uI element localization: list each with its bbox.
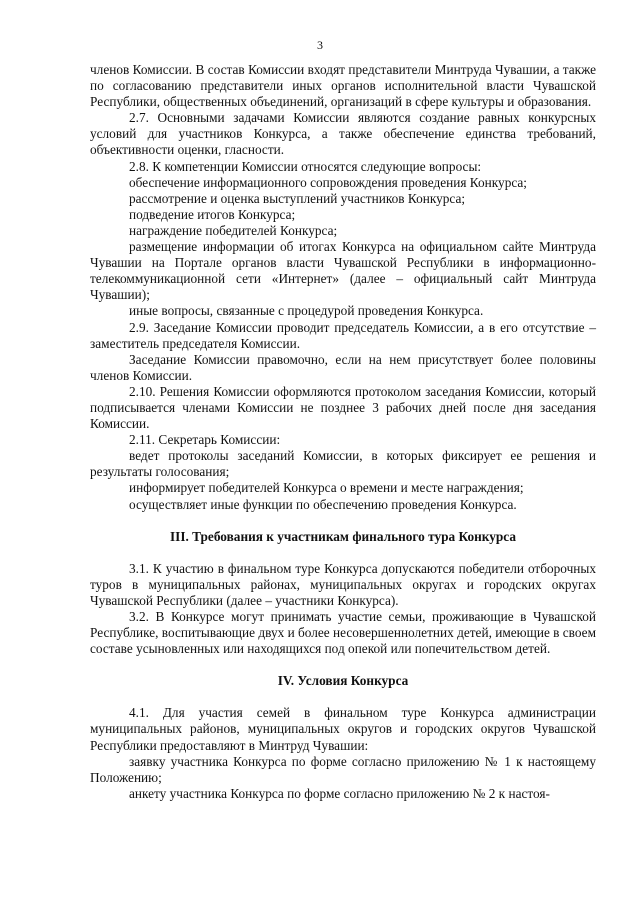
- list-item-questionnaire: анкету участника Конкурса по форме согласно приложению № 2 к настоя-: [129, 785, 550, 801]
- list-item-awarding: награждение победителей Конкурса;: [129, 222, 338, 238]
- paragraph-4-1: 4.1. Для участия семей в финальном туре Конкурса администрации муниципальных районов, муниципальных округов и городских округов Чувашской Республики предоставляют в Минтруд Чувашии:: [90, 705, 596, 753]
- list-item-inform: информирует победителей Конкурса о времени и месте награждения;: [129, 480, 524, 496]
- paragraph-continuation: членов Комиссии. В состав Комиссии входят представители Минтруда Чувашии, а также по согласованию представители иных органов исполнительной власти Чувашской Республики, общественных объединений, организаций в сфере культуры и образования.: [90, 62, 596, 110]
- list-item-publication: размещение информации об итогах Конкурса на официальном сайте Минтруда Чувашии на Портале органов власти Чувашской Республики в информационно-телекоммуникационной сети «Интернет» (далее – официальный сайт Минтруда Чувашии);: [90, 239, 596, 303]
- page-number: 3: [317, 38, 323, 52]
- list-item-evaluation: рассмотрение и оценка выступлений участников Конкурса;: [129, 190, 466, 206]
- paragraph-2-11: 2.11. Секретарь Комиссии:: [129, 432, 281, 448]
- list-item-other: иные вопросы, связанные с процедурой проведения Конкурса.: [129, 303, 484, 319]
- list-item-application: заявку участника Конкурса по форме согласно приложению № 1 к настоящему Положению;: [90, 753, 596, 785]
- document-body: [90, 62, 596, 802]
- paragraph-2-7: 2.7. Основными задачами Комиссии являются создание равных конкурсных условий для участников Конкурса, а также обеспечение единства требований, объективности оценки, гласности.: [90, 110, 596, 158]
- paragraph-3-2: 3.2. В Конкурсе могут принимать участие семьи, проживающие в Чувашской Республике, воспитывающие двух и более несовершеннолетних детей, имеющие в своем составе усыновленных или находящихся под опекой или попечительством детей.: [90, 609, 596, 657]
- list-item-results: подведение итогов Конкурса;: [129, 206, 296, 222]
- list-item-protocols: ведет протоколы заседаний Комиссии, в которых фиксирует ее решения и результаты голосования;: [90, 448, 596, 480]
- list-item-info-support: обеспечение информационного сопровождения проведения Конкурса;: [129, 174, 528, 190]
- paragraph-2-9: 2.9. Заседание Комиссии проводит председатель Комиссии, а в его отсутствие – заместитель председателя Комиссии.: [90, 319, 596, 351]
- section-heading-4: IV. Условия Конкурса: [277, 673, 409, 689]
- list-item-other-functions: осуществляет иные функции по обеспечению проведения Конкурса.: [129, 496, 517, 512]
- paragraph-3-1: 3.1. К участию в финальном туре Конкурса допускаются победители отборочных туров в муниципальных районах, муниципальных округах и городских округах Чувашской Республики (далее – участники Конкурса).: [90, 560, 596, 608]
- paragraph-2-10: 2.10. Решения Комиссии оформляются протоколом заседания Комиссии, который подписывается членами Комиссии не позднее 3 рабочих дней после дня заседания Комиссии.: [90, 383, 596, 432]
- section-heading-3: III. Требования к участникам финального тура Конкурса: [170, 528, 516, 544]
- paragraph-quorum: Заседание Комиссии правомочно, если на нем присутствует более половины членов Комиссии.: [90, 351, 596, 383]
- paragraph-2-8: 2.8. К компетенции Комиссии относятся следующие вопросы:: [129, 158, 482, 174]
